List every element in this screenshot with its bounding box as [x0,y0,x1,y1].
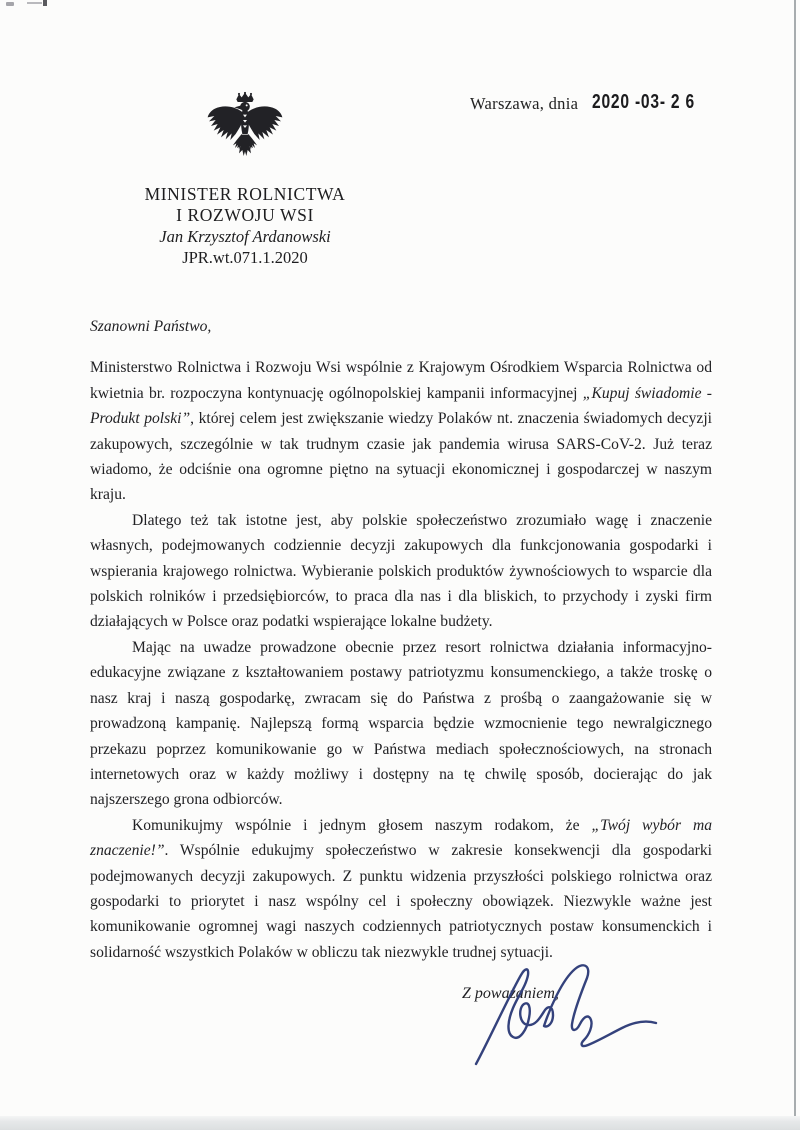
paragraph [90,508,712,635]
paragraphs-container [90,355,712,965]
paragraph-text: Komunikujmy wspólnie i jednym głosem naszym rodakom, że [132,816,592,834]
date-stamp: 2020 -03- 2 6 [592,91,695,113]
quoted-campaign-name: „Twój wybór ma znaczenie!” [90,816,712,860]
minister-title-line1: MINISTER ROLNICTWA [144,184,346,204]
place-date-label: Warszawa, dnia [470,94,579,113]
quoted-campaign-name: „Kupuj świadomie - Produkt polski” [90,384,712,428]
scan-bottom-shadow [0,1116,800,1130]
letter-body [90,314,712,1007]
paragraph-text: Dlatego też tak istotne jest, aby polskie społeczeństwo zrozumiało wagę i znaczenie własnych, podejmowanych codziennie decyzji zakupowych dla funkcjonowania gospodarki i wspierania krajowego rolnictwa. Wybieranie polskich produktów żywnościowych to wsparcie dla polskich rolników i przedsiębiorców, to praca dla nas i dla bliskich, to przychody i zyski firm działających w Polsce oraz podatki wspierające lokalne budżety. [90,511,712,631]
paragraph [90,813,712,965]
scan-artifact-mark [43,0,47,6]
paragraph-text: Ministerstwo Rolnictwa i Rozwoju Wsi wspólnie z Krajowym Ośrodkiem Wsparcia Rolnictwa od kwietnia br. rozpoczyna kontynuację ogólnopolskiej kampanii informacyjnej [90,359,712,402]
paragraph [90,355,712,507]
reference-number: JPR.wt.071.1.2020 [182,248,308,267]
scan-artifact-speck [6,2,14,6]
handwritten-signature [468,956,673,1074]
paragraph [90,635,712,813]
scan-edge-line [794,0,796,1122]
letterhead [125,86,365,268]
paragraph-text: Mając na uwadze prowadzone obecnie przez resort rolnictwa działania informacyjno-edukacyjne związane z kształtowaniem postawy patriotyzmu konsumenckiego, a także troskę o nasz kraj i naszą gospodarkę, zwracam się do Państwa z prośbą o zaangażowanie się w prowadzoną kampanię. Najlepszą formą wsparcia będzie wzmocnienie tego newralgicznego przekazu poprzez komunikowanie go w Państwa mediach społecznościowych, na stronach internetowych oraz w każdy możliwy i dostępny na tę chwilę sposób, docierając do jak najszerszego grona odbiorców. [90,638,712,809]
paragraph-text: . Wspólnie edukujmy społeczeństwo w zakresie konsekwencji dla gospodarki podejmowanych decyzji zakupowych. Z punktu widzenia przyszłości polskiego rolnictwa oraz gospodarki to priorytet i nasz wspólny cel i społeczny obowiązek. Niezwykle ważne jest komunikowanie ogromnej wagi naszych codziennych patriotycznych postaw konsumenckich i solidarność wszystkich Polaków w obliczu tak niezwykle trudnej sytuacji. [90,842,712,961]
polish-eagle-emblem [205,86,285,178]
minister-title-line2: I ROZWOJU WSI [176,205,314,225]
salutation: Szanowni Państwo, [90,318,212,335]
minister-name: Jan Krzysztof Ardanowski [159,227,331,246]
scan-artifact-dash [27,2,42,4]
valediction: Z poważaniem, [462,985,559,1003]
paragraph-text: , której celem jest zwiększanie wiedzy Polaków nt. znaczenia świadomych decyzji zakupowych, szczególnie w tak trudnym czasie jak pandemia wirusa SARS-CoV-2. Już teraz wiadomo, że odciśnie ona ogromne piętno na sytuacji ekonomicznej i gospodarczej w naszym kraju. [90,410,712,504]
